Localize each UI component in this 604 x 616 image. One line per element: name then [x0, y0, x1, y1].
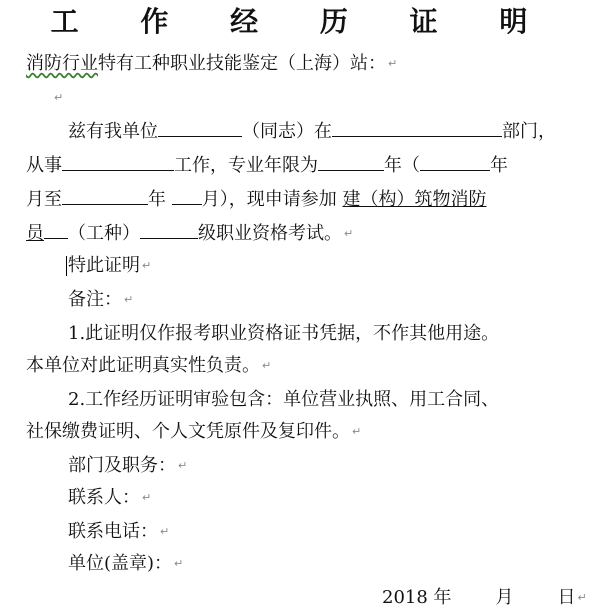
date-month-unit: 月	[495, 587, 514, 608]
body-text: 月至	[26, 189, 62, 210]
occupation-tail-blank[interactable]	[44, 220, 68, 239]
body-line-2	[26, 152, 508, 178]
grade-blank[interactable]	[140, 220, 198, 239]
date-line	[382, 586, 587, 610]
end-year-blank[interactable]	[62, 186, 148, 205]
body-text: 工作，专业年限为	[174, 155, 318, 176]
job-blank[interactable]	[62, 152, 174, 171]
paragraph-mark-icon: ↵	[54, 91, 64, 104]
unit-blank[interactable]	[158, 118, 242, 137]
note-2-line-2	[26, 420, 361, 444]
body-line-1	[68, 118, 556, 144]
addressee-org-underlined: 消防行业	[26, 53, 98, 74]
body-text: 年	[148, 189, 166, 210]
department-line	[68, 454, 187, 478]
paragraph-mark-icon: ↵	[124, 293, 134, 306]
contact-label: 联系人：	[68, 487, 140, 508]
note-1-text: 1.此证明仅作报考职业资格证书凭据，不作其他用途。	[68, 323, 500, 344]
body-text: 兹有我单位	[68, 121, 158, 142]
phone-line	[68, 520, 169, 544]
note-1-line-1	[68, 322, 499, 346]
paragraph-mark-icon: ↵	[142, 491, 152, 504]
seal-line	[68, 552, 183, 576]
note-2-line-1	[68, 388, 499, 412]
empty-paragraph	[52, 86, 63, 110]
remark-label: 备注：	[68, 289, 122, 310]
years-blank[interactable]	[318, 152, 384, 171]
text-cursor-icon	[66, 256, 67, 276]
paragraph-mark-icon: ↵	[142, 259, 152, 272]
phone-label: 联系电话：	[68, 521, 158, 542]
body-line-4	[26, 220, 353, 246]
addressee-org-rest: 特有工种职业技能鉴定（上海）站：	[98, 53, 386, 74]
paragraph-mark-icon: ↵	[388, 57, 398, 70]
paragraph-mark-icon: ↵	[577, 591, 587, 604]
document-title: 工 作 经 历 证 明	[50, 5, 554, 38]
remark-line	[68, 288, 133, 312]
paragraph-mark-icon: ↵	[352, 425, 362, 438]
paragraph-mark-icon: ↵	[178, 459, 188, 472]
addressee-line	[26, 52, 397, 76]
body-line-3	[26, 186, 486, 212]
occupation-underlined: 建（构）筑物消防	[342, 189, 487, 210]
body-text: （工种）	[68, 223, 140, 244]
end-month-blank[interactable]	[172, 186, 202, 205]
hereby-line	[66, 254, 151, 278]
body-text: 年	[490, 155, 508, 176]
seal-label: 单位(盖章)：	[68, 553, 173, 574]
occupation-underlined-end: 员	[26, 223, 44, 244]
paragraph-mark-icon: ↵	[344, 227, 354, 240]
company-blank[interactable]	[332, 118, 502, 137]
date-day-unit: 日	[557, 587, 576, 608]
contact-line	[68, 486, 151, 510]
hereby-text: 特此证明	[68, 255, 140, 276]
body-text: 月），现申请参加	[201, 189, 337, 210]
body-text: 部门，	[502, 121, 556, 142]
note-1-line-2	[26, 354, 271, 378]
paragraph-mark-icon: ↵	[174, 557, 184, 570]
note-1-text-cont: 本单位对此证明真实性负责。	[26, 355, 260, 376]
paragraph-mark-icon: ↵	[160, 525, 170, 538]
date-year-unit: 年	[433, 587, 452, 608]
body-text: 从事	[26, 155, 62, 176]
date-year: 2018	[382, 587, 428, 608]
body-text: 年（	[384, 155, 420, 176]
paragraph-mark-icon: ↵	[262, 359, 272, 372]
department-label: 部门及职务：	[68, 455, 176, 476]
body-text: （同志）在	[242, 121, 332, 142]
start-year-blank[interactable]	[420, 152, 490, 171]
body-text: 级职业资格考试。	[198, 223, 342, 244]
note-2-text: 2.工作经历证明审验包含：单位营业执照、用工合同、	[68, 389, 500, 410]
note-2-text-cont: 社保缴费证明、个人文凭原件及复印件。	[26, 421, 350, 442]
